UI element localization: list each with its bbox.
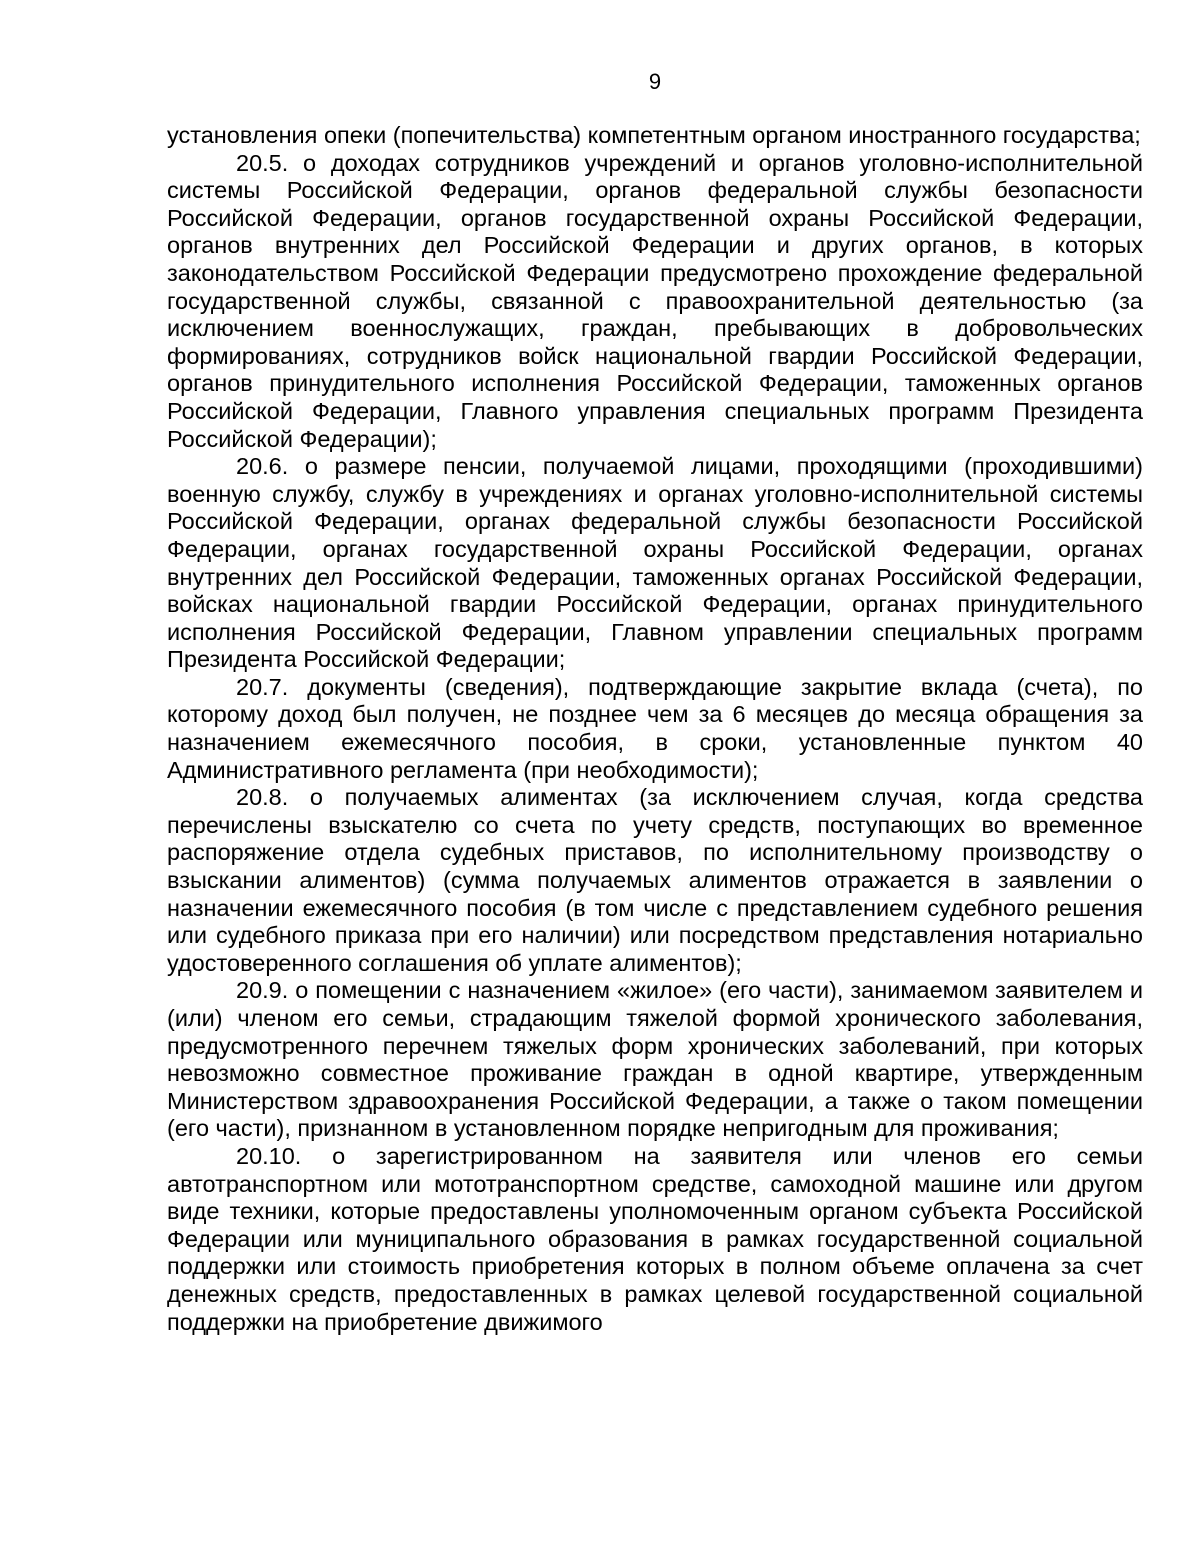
paragraph-20-8: 20.8. о получаемых алиментах (за исключением случая, когда средства перечислены взыскателю со счета по учету средств, поступающих во временное распоряжение отдела судебных приставов, по исполнительному производству о взыскании алиментов) (сумма получаемых алиментов отражается в заявлении о назначении ежемесячного пособия (в том числе с представлением судебного решения или судебного приказа при его наличии) или посредством представления нотариально удостоверенного соглашения об уплате алиментов); [167,784,1143,976]
document-body [167,122,1143,1336]
paragraph-20-10: 20.10. о зарегистрированном на заявителя или членов его семьи автотранспортном или мототранспортном средстве, самоходной машине или другом виде техники, которые предоставлены уполномоченным органом субъекта Российской Федерации или муниципального образования в рамках государственной социальной поддержки или стоимость приобретения которых в полном объеме оплачена за счет денежных средств, предоставленных в рамках целевой государственной социальной поддержки на приобретение движимого [167,1142,1143,1335]
paragraph-continuation: установления опеки (попечительства) компетентным органом иностранного государства; [167,122,1141,148]
paragraph-20-5: 20.5. о доходах сотрудников учреждений и органов уголовно-исполнительной системы Российской Федерации, органов федеральной службы безопасности Российской Федерации, органов государственной охраны Российской Федерации, органов внутренних дел Российской Федерации и других органов, в которых законодательством Российской Федерации предусмотрено прохождение федеральной государственной службы, связанной с правоохранительной деятельностью (за исключением военнослужащих, граждан, пребывающих в добровольческих формированиях, сотрудников войск национальной гвардии Российской Федерации, органов принудительного исполнения Российской Федерации, таможенных органов Российской Федерации, Главного управления специальных программ Президента Российской Федерации); [167,149,1143,452]
paragraph-20-7: 20.7. документы (сведения), подтверждающие закрытие вклада (счета), по которому доход был получен, не позднее чем за 6 месяцев до месяца обращения за назначением ежемесячного пособия, в сроки, установленные пунктом 40 Административного регламента (при необходимости); [167,673,1143,783]
paragraph-20-6: 20.6. о размере пенсии, получаемой лицами, проходящими (проходившими) военную службу, службу в учреждениях и органах уголовно-исполнительной системы Российской Федерации, органах федеральной службы безопасности Российской Федерации, органах государственной охраны Российской Федерации, органах внутренних дел Российской Федерации, таможенных органах Российской Федерации, войсках национальной гвардии Российской Федерации, органах принудительного исполнения Российской Федерации, Главном управлении специальных программ Президента Российской Федерации; [167,453,1143,673]
page-number: 9 [648,69,662,94]
paragraph-20-9: 20.9. о помещении с назначением «жилое» (его части), занимаемом заявителем и (или) членом его семьи, страдающим тяжелой формой хронического заболевания, предусмотренного перечнем тяжелых форм хронических заболеваний, при которых невозможно совместное проживание граждан в одной квартире, утвержденным Министерством здравоохранения Российской Федерации, а также о таком помещении (его части), признанном в установленном порядке непригодным для проживания; [167,977,1143,1142]
